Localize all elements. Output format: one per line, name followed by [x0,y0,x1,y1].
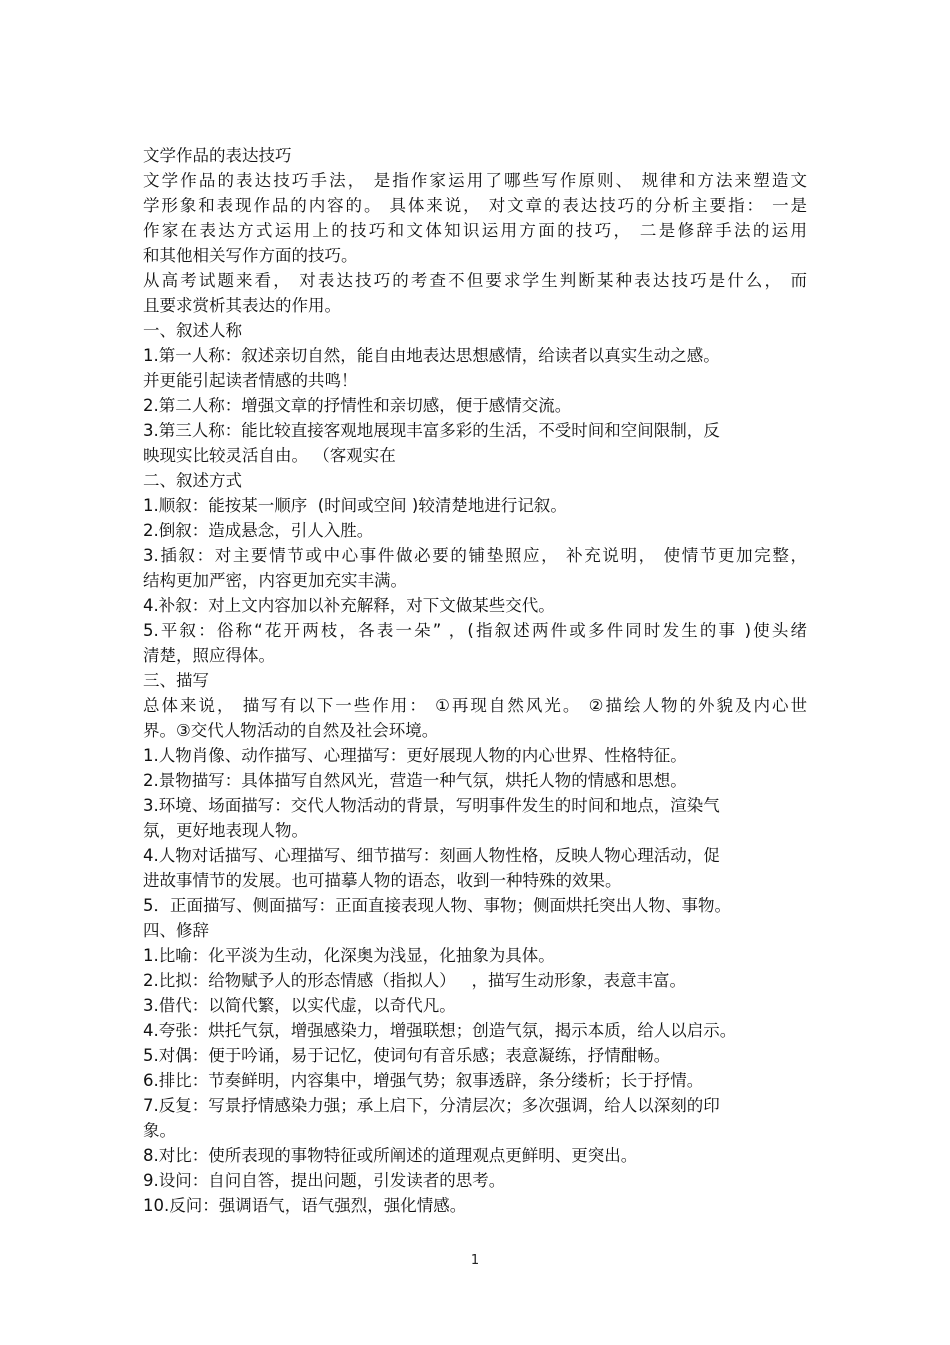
text-line: 4.补叙：对上文内容加以补充解释，对下文做某些交代。 [143,596,555,615]
text-line: 4.夸张：烘托气氛，增强感染力，增强联想；创造气氛，揭示本质，给人以启示。 [143,1021,737,1040]
text-line: 1.人物肖像、动作描写、心理描写：更好展现人物的内心世界、性格特征。 [143,746,687,765]
text-line: 学形象和表现作品的内容的。 具体来说， 对文章的表达技巧的分析主要指： 一是 [143,196,807,215]
text-line: 进故事情节的发展。也可描摹人物的语态，收到一种特殊的效果。 [143,871,622,890]
text-line: 4.人物对话描写、心理描写、细节描写：刻画人物性格，反映人物心理活动，促 [143,846,720,865]
text-line: 并更能引起读者情感的共鸣！ [143,371,358,390]
text-line: 文学作品的表达技巧手法， 是指作家运用了哪些写作原则、 规律和方法来塑造文 [143,171,807,190]
text-line: 6.排比：节奏鲜明，内容集中，增强气势；叙事透辟，条分缕析；长于抒情。 [143,1071,704,1090]
text-line: 1.第一人称：叙述亲切自然，能自由地表达思想感情，给读者以真实生动之感。 [143,346,720,365]
text-line: 1.比喻：化平淡为生动，化深奥为浅显，化抽象为具体。 [143,946,555,965]
text-line: 三、描写 [143,671,209,690]
text-line: 3.插叙：对主要情节或中心事件做必要的铺垫照应， 补充说明， 使情节更加完整， [143,546,807,565]
text-line: 3.环境、场面描写：交代人物活动的背景，写明事件发生的时间和地点，渲染气 [143,796,720,815]
text-line: 四、修辞 [143,921,209,940]
text-line: 5．正面描写、侧面描写：正面直接表现人物、事物；侧面烘托突出人物、事物。 [143,896,731,915]
text-line: 氛，更好地表现人物。 [143,821,308,840]
text-line: 5.平叙：俗称“花开两枝，各表一朵” ，(指叙述两件或多件同时发生的事 )使头绪 [143,621,807,640]
text-line: 2.比拟：给物赋予人的形态情感（指拟人） ，描写生动形象，表意丰富。 [143,971,686,990]
document-body [143,143,807,1218]
text-line: 5.对偶：便于吟诵，易于记忆，使词句有音乐感；表意凝练，抒情酣畅。 [143,1046,671,1065]
text-line: 2.第二人称：增强文章的抒情性和亲切感，便于感情交流。 [143,396,572,415]
text-line: 二、叙述方式 [143,471,242,490]
text-line: 3.第三人称：能比较直接客观地展现丰富多彩的生活，不受时间和空间限制，反 [143,421,720,440]
text-line: 2.倒叙：造成悬念，引人入胜。 [143,521,374,540]
text-line: 7.反复：写景抒情感染力强；承上启下，分清层次；多次强调，给人以深刻的印 [143,1096,720,1115]
text-line: 从高考试题来看， 对表达技巧的考查不但要求学生判断某种表达技巧是什么， 而 [143,271,807,290]
document-title: 文学作品的表达技巧 [143,146,292,165]
text-line: 作家在表达方式运用上的技巧和文体知识运用方面的技巧， 二是修辞手法的运用 [143,221,807,240]
text-line: 象。 [143,1121,176,1140]
text-line: 1.顺叙：能按某一顺序 (时间或空间 )较清楚地进行记叙。 [143,496,567,515]
text-line: 总体来说， 描写有以下一些作用： ①再现自然风光。 ②描绘人物的外貌及内心世 [143,696,807,715]
text-line: 一、叙述人称 [143,321,242,340]
text-line: 且要求赏析其表达的作用。 [143,296,341,315]
page-number: 1 [470,1253,480,1268]
text-line: 9.设问：自问自答，提出问题，引发读者的思考。 [143,1171,506,1190]
text-line: 结构更加严密，内容更加充实丰满。 [143,571,407,590]
text-line: 8.对比：使所表现的事物特征或所阐述的道理观点更鲜明、更突出。 [143,1146,638,1165]
text-line: 3.借代：以简代繁，以实代虚，以奇代凡。 [143,996,456,1015]
text-line: 和其他相关写作方面的技巧。 [143,246,358,265]
text-line: 清楚，照应得体。 [143,646,275,665]
text-line: 10.反问：强调语气，语气强烈，强化情感。 [143,1196,467,1215]
text-line: 映现实比较灵活自由。 （客观实在 [143,446,396,465]
text-line: 界。③交代人物活动的自然及社会环境。 [143,721,439,740]
text-line: 2.景物描写：具体描写自然风光，营造一种气氛，烘托人物的情感和思想。 [143,771,687,790]
